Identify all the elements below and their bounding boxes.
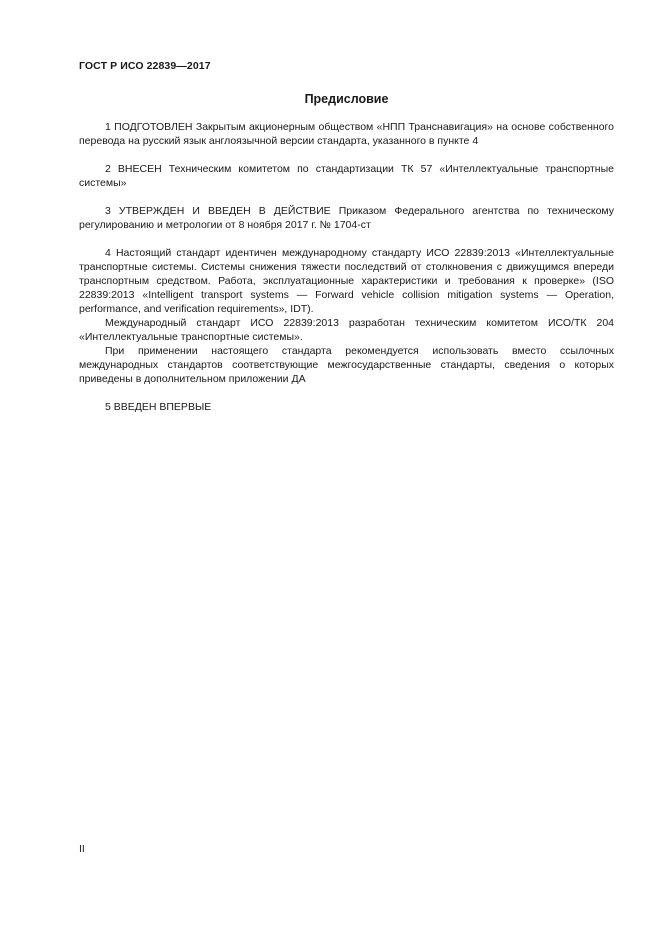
- page-number: II: [79, 843, 85, 855]
- section-title: Предисловие: [304, 92, 389, 106]
- document-code: ГОСТ Р ИСО 22839—2017: [79, 60, 211, 72]
- paragraph-developed-by: Международный стандарт ИСО 22839:2013 разработан техническим комитетом ИСО/ТК 204 «Интеллектуальные транспортные системы».: [79, 317, 614, 343]
- paragraph-introduced: 2 ВНЕСЕН Техническим комитетом по стандартизации ТК 57 «Интеллектуальные транспортные системы»: [79, 163, 614, 189]
- paragraph-prepared: 1 ПОДГОТОВЛЕН Закрытым акционерным обществом «НПП Транснавигация» на основе собственного перевода на русский язык англоязычной версии стандарта, указанного в пункте 4: [79, 121, 614, 147]
- paragraph-first-introduced: 5 ВВЕДЕН ВПЕРВЫЕ: [105, 401, 212, 413]
- paragraph-identical: 4 Настоящий стандарт идентичен международному стандарту ИСО 22839:2013 «Интеллектуальные транспортные системы. Системы снижения тяжести последствий от столкновения с движущимся впереди транспортным средством. Работа, эксплуатационные характеристики и требования к проверке» (ISO 22839:2013 «Intelligent transport systems — Forward vehicle collision mitigation systems — Operation, performance, and verification requirements», IDT).: [79, 247, 614, 315]
- paragraph-application: При применении настоящего стандарта рекомендуется использовать вместо ссылочных международных стандартов соответствующие межгосударственные стандарты, сведения о которых приведены в дополнительном приложении ДА: [79, 345, 614, 385]
- foreword-body: [79, 120, 614, 414]
- paragraph-approved: 3 УТВЕРЖДЕН И ВВЕДЕН В ДЕЙСТВИЕ Приказом Федерального агентства по техническому регулированию и метрологии от 8 ноября 2017 г. № 1704-ст: [79, 205, 614, 231]
